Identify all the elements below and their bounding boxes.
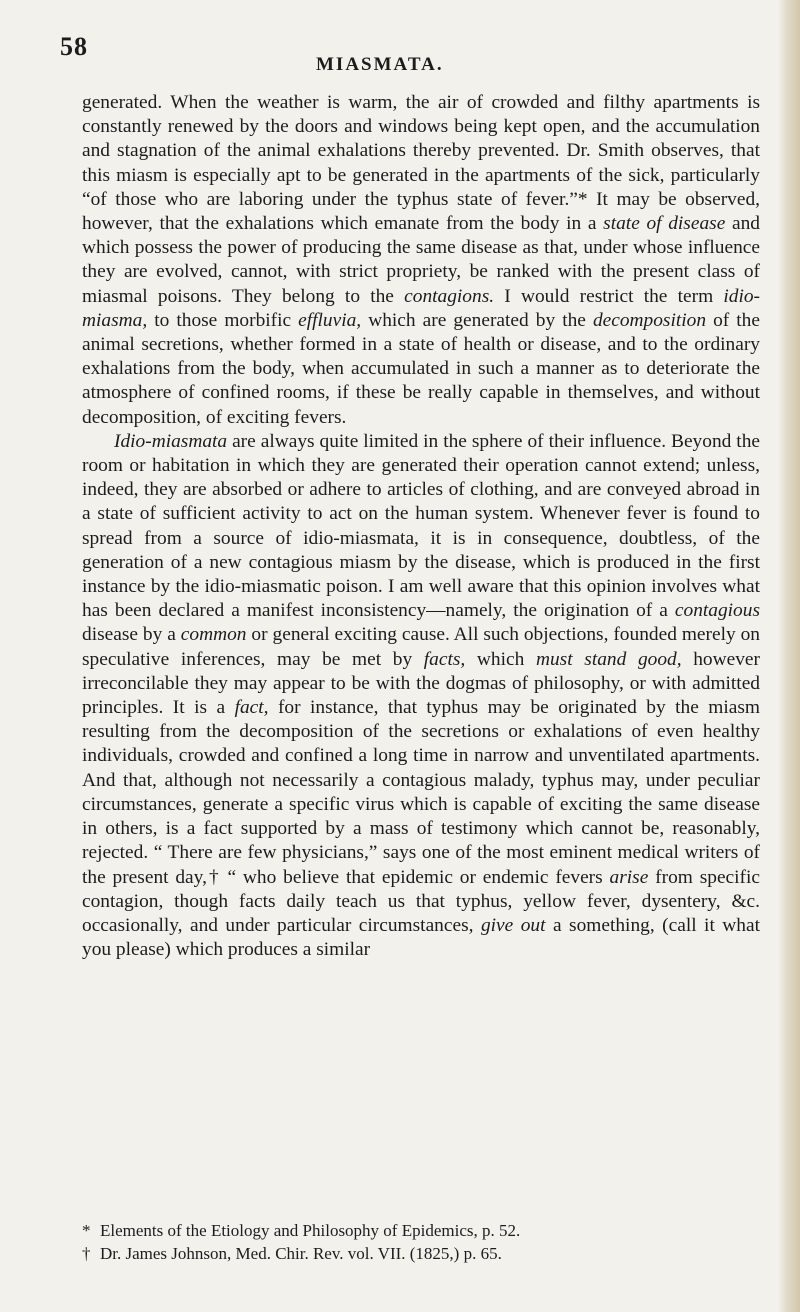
italic-run: contagions. [404,285,495,307]
footnote-text: Dr. James Johnson, Med. Chir. Rev. vol. VII. (1825,) p. 65. [100,1244,502,1263]
text-run: a something, (call it what you please) which produces a similar [82,914,760,961]
text-run: are always quite limited in the sphere of their influence. Beyond the room or habitation in which they are generated their operation cannot extend; unless, indeed, they are absorbed or adhere to articles of clothing, and are conveyed abroad in a state of sufficient activity to act on the human system. Whenever fever is found to spread from a source of idio-miasmata, it is in consequence, doubtless, of the generation of a new contagious miasm by the disease, which is produced in the first instance by the idio-miasmatic poison. I am well aware that this opinion involves what has been declared a manifest inconsistency—namely, the origination of a [82,430,760,622]
italic-run: state of disease [603,213,726,235]
paragraph-1 [82,91,760,430]
page-number: 58 [60,32,88,61]
text-run: which are generated by the [361,309,593,331]
text-run: however irreconcilable they may appear to be with the dogmas of philosophy, or with admitted principles. It is a [82,648,760,719]
page-edge-shadow [778,0,800,1312]
footnotes [82,1220,760,1266]
footnote-2 [82,1243,760,1264]
text-run: or general exciting cause. All such objections, founded merely on speculative inferences, may be met by [82,624,760,670]
text-run: for instance, that typhus may be originated by the miasm resulting from the decomposition of the secretions or exhalations of even healthy individuals, crowded and confined a long time in narrow and unventilated apartments. And that, although not necessarily a contagious malady, typhus may, under peculiar circumstances, generate a specific virus which is capable of exciting the same disease in others, is a fact supported by a mass of testimony which cannot be, reasonably, rejected. “ There are few physicians,” says one of the most eminent medical writers of the present day,† “ who believe that epidemic or endemic fevers [82,697,761,888]
text-run: to those morbific [147,309,299,331]
italic-run: Idio-miasmata [114,430,228,452]
italic-run: contagious [674,600,760,622]
text-run: of the animal secretions, whether formed in a state of health or disease, and to the ordinary exhalations from the body, when accumulated in such a manner as to deteriorate the atmosphere of confined rooms, if these be really capable in themselves, and without decomposition, of exciting fevers. [82,309,760,428]
italic-run: facts, [423,648,466,670]
italic-run: fact, [234,697,269,719]
footnote-mark: † [82,1244,91,1263]
footnote-mark: * [82,1221,91,1240]
text-run: and which possess the power of producing the same disease as that, under whose influence they are evolved, cannot, with strict propriety, be ranked with the present class of miasmal poisons. They belong to the [82,213,760,307]
italic-run: decomposition [592,309,707,331]
footnote-1 [82,1220,760,1241]
text-run: which [465,648,536,670]
italic-run: arise [609,866,649,888]
text-run: disease by a [82,624,181,646]
text-run: from specific contagion, though facts daily teach us that typhus, yellow fever, dysentery, &c. occasionally, and under particular circumstances, [82,866,760,936]
italic-run: give out [480,914,546,936]
italic-run: idio-miasma, [82,285,760,331]
italic-run: effluvia, [298,309,362,331]
running-head: MIASMATA. [316,54,444,75]
body-text [82,91,760,962]
italic-run: must stand good, [535,648,682,670]
page-header [0,12,800,82]
footnote-text: Elements of the Etiology and Philosophy of Epidemics, p. 52. [100,1221,521,1240]
italic-run: common [180,624,247,646]
text-run: generated. When the weather is warm, the air of crowded and filthy apartments is constantly renewed by the doors and windows being kept open, and the accumulation and stagnation of the animal exhalations thereby prevented. Dr. Smith observes, that this miasm is especially apt to be generated in the apartments of the sick, particularly “of those who are laboring under the typhus state of fever.”* It may be observed, however, that the exhalations which emanate from the body in a [82,92,760,235]
text-run: I would restrict the term [494,285,724,307]
paragraph-2 [82,430,760,962]
